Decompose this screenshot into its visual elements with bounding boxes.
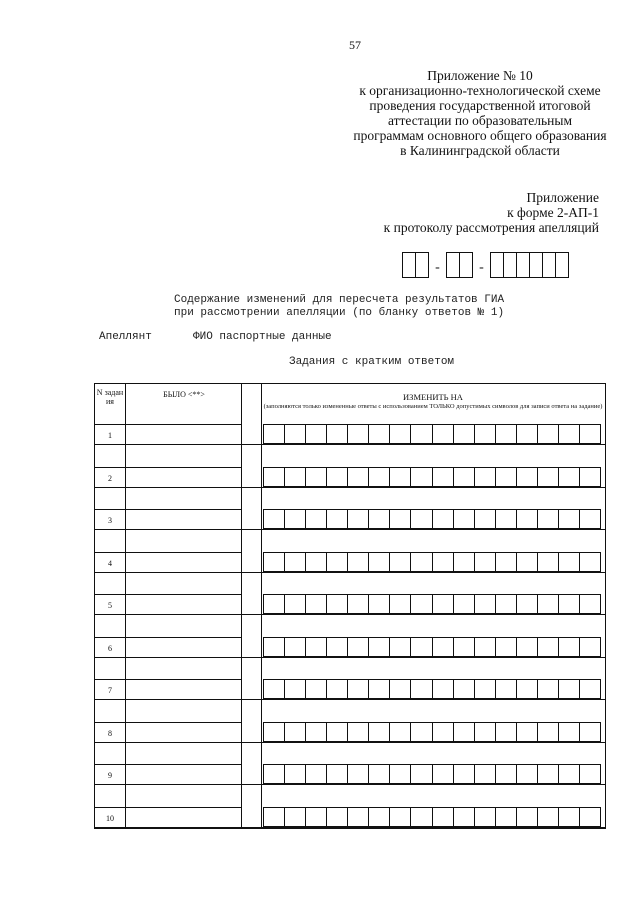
answer-cell[interactable]	[558, 808, 579, 826]
answer-cell[interactable]	[284, 510, 305, 528]
answer-cell[interactable]	[579, 638, 601, 656]
form-reference	[384, 190, 599, 235]
heading-line-2: при рассмотрении апелляции (по бланку ответов № 1)	[174, 307, 505, 319]
answer-cell[interactable]	[495, 425, 516, 443]
answer-cell[interactable]	[284, 553, 305, 571]
answer-cell[interactable]	[410, 765, 431, 783]
row-line	[95, 529, 605, 530]
answer-cell[interactable]	[410, 680, 431, 698]
task-number: 8	[108, 728, 112, 738]
answer-cell[interactable]	[326, 638, 347, 656]
answer-cell[interactable]	[474, 510, 495, 528]
answer-cell[interactable]	[284, 680, 305, 698]
answer-cell[interactable]	[347, 425, 368, 443]
answer-cell[interactable]	[326, 723, 347, 741]
answer-cell[interactable]	[263, 723, 284, 741]
answer-cell[interactable]	[432, 680, 453, 698]
code-cell[interactable]	[504, 253, 517, 277]
answer-cell[interactable]	[326, 425, 347, 443]
answer-cell[interactable]	[453, 638, 474, 656]
answer-cell[interactable]	[389, 638, 410, 656]
answer-cell[interactable]	[579, 510, 601, 528]
answer-cell[interactable]	[516, 553, 537, 571]
answer-cell[interactable]	[389, 595, 410, 613]
answer-cell[interactable]	[453, 468, 474, 486]
answer-cell[interactable]	[410, 553, 431, 571]
answer-grid-row	[263, 722, 601, 742]
answer-cell[interactable]	[453, 765, 474, 783]
answer-cell[interactable]	[305, 510, 326, 528]
answer-cell[interactable]	[284, 765, 305, 783]
answer-cell[interactable]	[474, 765, 495, 783]
answer-cell[interactable]	[453, 553, 474, 571]
answer-cell[interactable]	[368, 808, 389, 826]
answer-grid-row	[263, 552, 601, 572]
row-line	[95, 444, 605, 445]
form-ref-line: к протоколу рассмотрения апелляций	[383, 220, 599, 235]
row-line	[95, 742, 605, 743]
answer-cell[interactable]	[579, 425, 601, 443]
answer-cell[interactable]	[537, 680, 558, 698]
answer-cell[interactable]	[347, 723, 368, 741]
task-number: 6	[108, 643, 112, 653]
answer-cell[interactable]	[453, 510, 474, 528]
answer-cell[interactable]	[516, 510, 537, 528]
answer-cell[interactable]	[537, 425, 558, 443]
answer-cell[interactable]	[579, 553, 601, 571]
answer-cell[interactable]	[263, 425, 284, 443]
answer-grid-row	[263, 679, 601, 699]
answer-cell[interactable]	[410, 638, 431, 656]
answer-cell[interactable]	[432, 723, 453, 741]
appendix-line: в Калининградской области	[400, 143, 560, 158]
header-task-number: N задан ия	[96, 388, 124, 406]
answer-cell[interactable]	[432, 765, 453, 783]
answer-cell[interactable]	[326, 510, 347, 528]
answer-cell[interactable]	[558, 595, 579, 613]
row-line	[95, 637, 241, 638]
table-title: Задания с кратким ответом	[289, 356, 455, 368]
task-number: 5	[108, 601, 112, 610]
row-line	[95, 657, 605, 658]
answer-cell[interactable]	[368, 595, 389, 613]
answer-cell[interactable]	[410, 468, 431, 486]
answer-cell[interactable]	[516, 425, 537, 443]
answer-cell[interactable]	[368, 765, 389, 783]
answer-cell[interactable]	[516, 808, 537, 826]
answer-cell[interactable]	[368, 468, 389, 486]
row-line	[95, 552, 241, 553]
code-cell[interactable]	[447, 253, 460, 277]
row-line	[95, 594, 241, 595]
code-dash: -	[435, 260, 440, 275]
answer-cell[interactable]	[474, 680, 495, 698]
answer-cell[interactable]	[305, 765, 326, 783]
answer-cell[interactable]	[347, 638, 368, 656]
answer-cell[interactable]	[305, 553, 326, 571]
code-cell[interactable]	[491, 253, 504, 277]
table-divider	[241, 384, 242, 828]
answer-grid-row	[263, 509, 601, 529]
task-number: 9	[108, 771, 112, 780]
answer-cell[interactable]	[305, 808, 326, 826]
answers-table	[94, 383, 606, 829]
answer-cell[interactable]	[368, 680, 389, 698]
answer-cell[interactable]	[537, 808, 558, 826]
answer-cell[interactable]	[347, 765, 368, 783]
answer-cell[interactable]	[347, 468, 368, 486]
answer-cell[interactable]	[453, 595, 474, 613]
answer-cell[interactable]	[432, 468, 453, 486]
code-cell[interactable]	[460, 253, 472, 277]
row-line	[95, 424, 241, 425]
row-line	[95, 764, 241, 765]
heading-line-1: Содержание изменений для пересчета результатов ГИА	[174, 294, 505, 306]
answer-cell[interactable]	[432, 595, 453, 613]
answer-cell[interactable]	[558, 425, 579, 443]
answer-grid-row	[263, 637, 601, 657]
row-line	[95, 827, 605, 828]
code-cell[interactable]	[543, 253, 556, 277]
answer-cell[interactable]	[495, 808, 516, 826]
answer-cell[interactable]	[516, 595, 537, 613]
answer-cell[interactable]	[495, 723, 516, 741]
answer-cell[interactable]	[495, 680, 516, 698]
answer-cell[interactable]	[453, 425, 474, 443]
answer-cell[interactable]	[474, 808, 495, 826]
code-box-group-3	[490, 252, 569, 278]
answer-cell[interactable]	[453, 808, 474, 826]
answer-cell[interactable]	[432, 638, 453, 656]
code-cell[interactable]	[416, 253, 428, 277]
answer-cell[interactable]	[263, 638, 284, 656]
appendix-line: к организационно-технологической схеме	[359, 83, 601, 98]
answer-cell[interactable]	[347, 510, 368, 528]
answer-cell[interactable]	[263, 680, 284, 698]
page-number: 57	[349, 38, 361, 52]
answer-cell[interactable]	[263, 595, 284, 613]
task-number: 10	[106, 813, 114, 823]
row-line	[95, 722, 241, 723]
answer-cell[interactable]	[368, 723, 389, 741]
answer-cell[interactable]	[558, 468, 579, 486]
answer-cell[interactable]	[516, 680, 537, 698]
answer-cell[interactable]	[284, 638, 305, 656]
answer-cell[interactable]	[432, 510, 453, 528]
answer-cell[interactable]	[305, 680, 326, 698]
answer-cell[interactable]	[347, 680, 368, 698]
table-divider	[261, 384, 262, 828]
answer-cell[interactable]	[347, 808, 368, 826]
form-ref-line: к форме 2-АП-1	[507, 205, 599, 220]
answer-cell[interactable]	[537, 553, 558, 571]
row-line	[95, 614, 605, 615]
answer-cell[interactable]	[368, 425, 389, 443]
answer-cell[interactable]	[347, 595, 368, 613]
answer-cell[interactable]	[495, 638, 516, 656]
answer-cell[interactable]	[558, 638, 579, 656]
row-line	[95, 572, 605, 573]
answer-grid-row	[263, 467, 601, 487]
header-was: БЫЛО <**>	[163, 390, 205, 399]
task-number: 1	[108, 431, 112, 440]
answer-cell[interactable]	[368, 553, 389, 571]
answer-cell[interactable]	[495, 595, 516, 613]
answer-cell[interactable]	[326, 468, 347, 486]
appendix-header	[300, 68, 640, 158]
answer-cell[interactable]	[432, 553, 453, 571]
answer-cell[interactable]	[537, 468, 558, 486]
code-box-group-1	[402, 252, 429, 278]
answer-cell[interactable]	[410, 723, 431, 741]
answer-cell[interactable]	[495, 553, 516, 571]
task-number: 4	[108, 558, 112, 568]
row-line	[95, 679, 241, 680]
answer-cell[interactable]	[410, 808, 431, 826]
answer-cell[interactable]	[453, 723, 474, 741]
answer-cell[interactable]	[474, 723, 495, 741]
answer-cell[interactable]	[516, 638, 537, 656]
answer-cell[interactable]	[410, 595, 431, 613]
answer-cell[interactable]	[305, 425, 326, 443]
answer-cell[interactable]	[579, 808, 601, 826]
answer-cell[interactable]	[284, 468, 305, 486]
answer-cell[interactable]	[263, 808, 284, 826]
appendix-line: проведения государственной итоговой	[369, 98, 591, 113]
answer-cell[interactable]	[305, 468, 326, 486]
answer-cell[interactable]	[537, 765, 558, 783]
answer-cell[interactable]	[495, 765, 516, 783]
code-boxes	[402, 253, 569, 278]
code-cell[interactable]	[517, 253, 530, 277]
answer-cell[interactable]	[579, 595, 601, 613]
header-change-note: (заполняются только измененные ответы с использованием ТОЛЬКО допустимых символов для записи ответа на задание)	[263, 403, 603, 410]
answer-cell[interactable]	[474, 468, 495, 486]
answer-grid-row	[263, 807, 601, 827]
answer-cell[interactable]	[432, 425, 453, 443]
answer-cell[interactable]	[537, 510, 558, 528]
code-cell[interactable]	[556, 253, 568, 277]
answer-cell[interactable]	[389, 510, 410, 528]
code-box-group-2	[446, 252, 473, 278]
answer-cell[interactable]	[558, 765, 579, 783]
answer-cell[interactable]	[305, 595, 326, 613]
answer-cell[interactable]	[516, 468, 537, 486]
answer-cell[interactable]	[284, 425, 305, 443]
answer-cell[interactable]	[516, 723, 537, 741]
answer-cell[interactable]	[326, 595, 347, 613]
answer-cell[interactable]	[537, 595, 558, 613]
row-line	[95, 807, 241, 808]
appellant-label: Апеллянт	[99, 331, 152, 343]
task-number: 3	[108, 516, 112, 525]
answer-cell[interactable]	[410, 425, 431, 443]
task-number: 2	[108, 473, 112, 483]
answer-cell[interactable]	[537, 723, 558, 741]
row-line	[95, 509, 241, 510]
answer-cell[interactable]	[474, 553, 495, 571]
row-line	[95, 487, 605, 488]
answer-cell[interactable]	[389, 680, 410, 698]
answer-cell[interactable]	[495, 468, 516, 486]
answer-cell[interactable]	[495, 510, 516, 528]
answer-cell[interactable]	[326, 680, 347, 698]
answer-cell[interactable]	[432, 808, 453, 826]
row-line	[95, 699, 605, 700]
answer-cell[interactable]	[326, 808, 347, 826]
answer-cell[interactable]	[284, 723, 305, 741]
answer-cell[interactable]	[263, 765, 284, 783]
answer-cell[interactable]	[389, 765, 410, 783]
answer-cell[interactable]	[326, 765, 347, 783]
answer-cell[interactable]	[474, 595, 495, 613]
answer-cell[interactable]	[579, 468, 601, 486]
answer-cell[interactable]	[579, 765, 601, 783]
answer-cell[interactable]	[389, 425, 410, 443]
answer-grid-row	[263, 424, 601, 444]
appendix-line: программам основного общего образования	[353, 128, 607, 143]
answer-cell[interactable]	[347, 553, 368, 571]
answer-cell[interactable]	[368, 510, 389, 528]
answer-cell[interactable]	[453, 680, 474, 698]
appendix-line: аттестации по образовательным	[387, 113, 573, 128]
answer-cell[interactable]	[410, 510, 431, 528]
answer-cell[interactable]	[263, 553, 284, 571]
answer-grid-row	[263, 764, 601, 784]
answer-cell[interactable]	[389, 723, 410, 741]
table-divider	[125, 384, 126, 828]
header-change-to: ИЗМЕНИТЬ НА	[403, 392, 463, 402]
answer-cell[interactable]	[389, 468, 410, 486]
answer-cell[interactable]	[537, 638, 558, 656]
answer-cell[interactable]	[263, 510, 284, 528]
answer-cell[interactable]	[516, 765, 537, 783]
answer-cell[interactable]	[368, 638, 389, 656]
code-cell[interactable]	[403, 253, 416, 277]
form-ref-line: Приложение	[526, 190, 599, 205]
answer-cell[interactable]	[263, 468, 284, 486]
answer-cell[interactable]	[305, 723, 326, 741]
answer-cell[interactable]	[305, 638, 326, 656]
appendix-line: Приложение № 10	[427, 68, 533, 83]
row-line	[95, 784, 605, 785]
code-dash: -	[479, 260, 484, 275]
answer-cell[interactable]	[284, 808, 305, 826]
code-cell[interactable]	[530, 253, 543, 277]
answer-cell[interactable]	[389, 553, 410, 571]
answer-cell[interactable]	[474, 638, 495, 656]
appellant-value: ФИО паспортные данные	[193, 331, 332, 343]
answer-cell[interactable]	[558, 553, 579, 571]
answer-grid-row	[263, 594, 601, 614]
answer-cell[interactable]	[558, 680, 579, 698]
answer-cell[interactable]	[558, 510, 579, 528]
answer-cell[interactable]	[284, 595, 305, 613]
answer-cell[interactable]	[326, 553, 347, 571]
answer-cell[interactable]	[579, 680, 601, 698]
row-line	[95, 467, 241, 468]
answer-cell[interactable]	[579, 723, 601, 741]
answer-cell[interactable]	[558, 723, 579, 741]
task-number: 7	[108, 686, 112, 695]
answer-cell[interactable]	[389, 808, 410, 826]
answer-cell[interactable]	[474, 425, 495, 443]
